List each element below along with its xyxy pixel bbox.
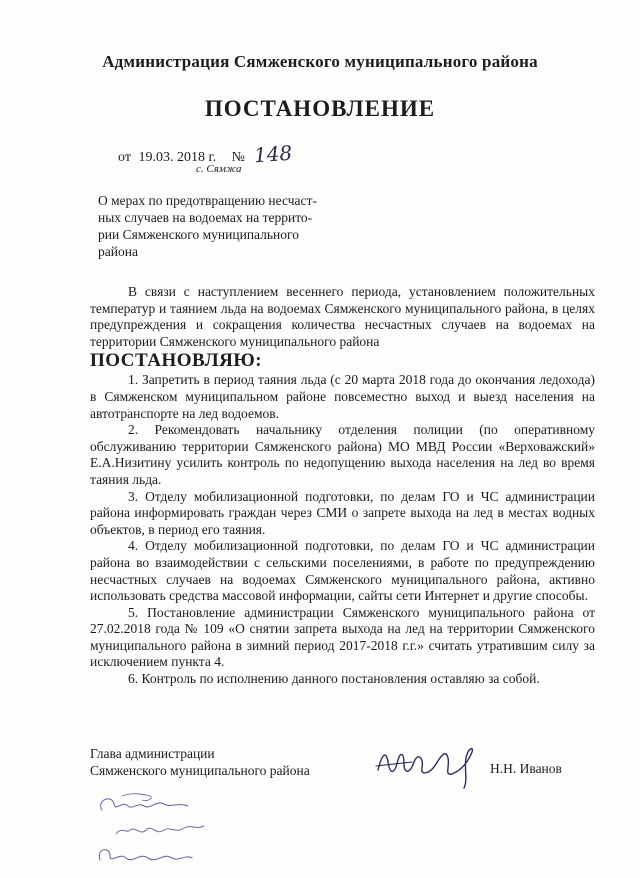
signatory-position-line: Глава администрации: [90, 746, 215, 761]
signatory-name: Н.Н. Иванов: [490, 761, 562, 776]
subject-line: О мерах по предотвращению несчаст-: [98, 193, 317, 208]
clause: 1. Запретить в период таяния льда (с 20 марта 2018 года до окончания ледохода) в Сямженском муниципальном районе повсеместно выход и выезд населения на автотранспорте на лед водоемов.: [90, 372, 595, 421]
document-body: [90, 284, 595, 688]
number-sign: №: [231, 150, 245, 165]
signatory-position-line: Сямженского муниципального района: [90, 763, 310, 778]
document-subject: [98, 192, 338, 260]
document-place: с. Сямжа: [196, 163, 242, 175]
signatory-position: [90, 745, 310, 779]
clause: 4. Отделу мобилизационной подготовки, по делам ГО и ЧС администрации района во взаимодействии с сельскими поселениями, в работе по предупреждению несчастных случаев на водоемах Сямженского муниципального района, активно использовать средства массовой информации, сайты сети Интернет и другие способы.: [90, 538, 595, 604]
document-title: ПОСТАНОВЛЕНИЕ: [204, 96, 436, 121]
document-date: 19.03. 2018 г.: [138, 150, 217, 165]
decree-word: ПОСТАНОВЛЯЮ:: [90, 350, 263, 372]
subject-line: района: [98, 244, 138, 259]
organization-header: Администрация Сямженского муниципального района: [102, 52, 538, 71]
date-prefix: от: [118, 150, 131, 165]
clause: 6. Контроль по исполнению данного постановления оставляю за собой.: [128, 671, 540, 687]
clause: 5. Постановление администрации Сямженского муниципального района от 27.02.2018 года № 109 «О снятии запрета выхода на лед на территории Сямженского муниципального района в зимний период 2017-2018 г.г.» считать утратившим силу за исключением пункта 4.: [90, 604, 595, 670]
preamble: В связи с наступлением весеннего периода, установлением положительных температур и таянием льда на водоемах Сямженского муниципального района, в целях предупреждения и сокращения количества несчастных случаев на водоемах на территории Сямженского муниципального района: [90, 284, 595, 349]
subject-line: рии Сямженского муниципального: [98, 227, 299, 242]
handwritten-marginal-notes: [92, 790, 232, 875]
clause: 3. Отделу мобилизационной подготовки, по делам ГО и ЧС администрации района информировать граждан через СМИ о запрете выхода на лед в местах водных объектов, в период его таяния.: [90, 488, 595, 537]
handwritten-signature: [372, 740, 492, 790]
subject-line: ных случаев на водоемах на террито-: [98, 210, 313, 225]
document-number: 148: [253, 140, 294, 168]
clause: 2. Рекомендовать начальнику отделения полиции (по оперативному обслуживанию территории Сямженского района) МО МВД России «Верховажский» Е.А.Низитину усилить контроль по недопущению выхода населения на лед во время таяния льда.: [90, 422, 595, 487]
